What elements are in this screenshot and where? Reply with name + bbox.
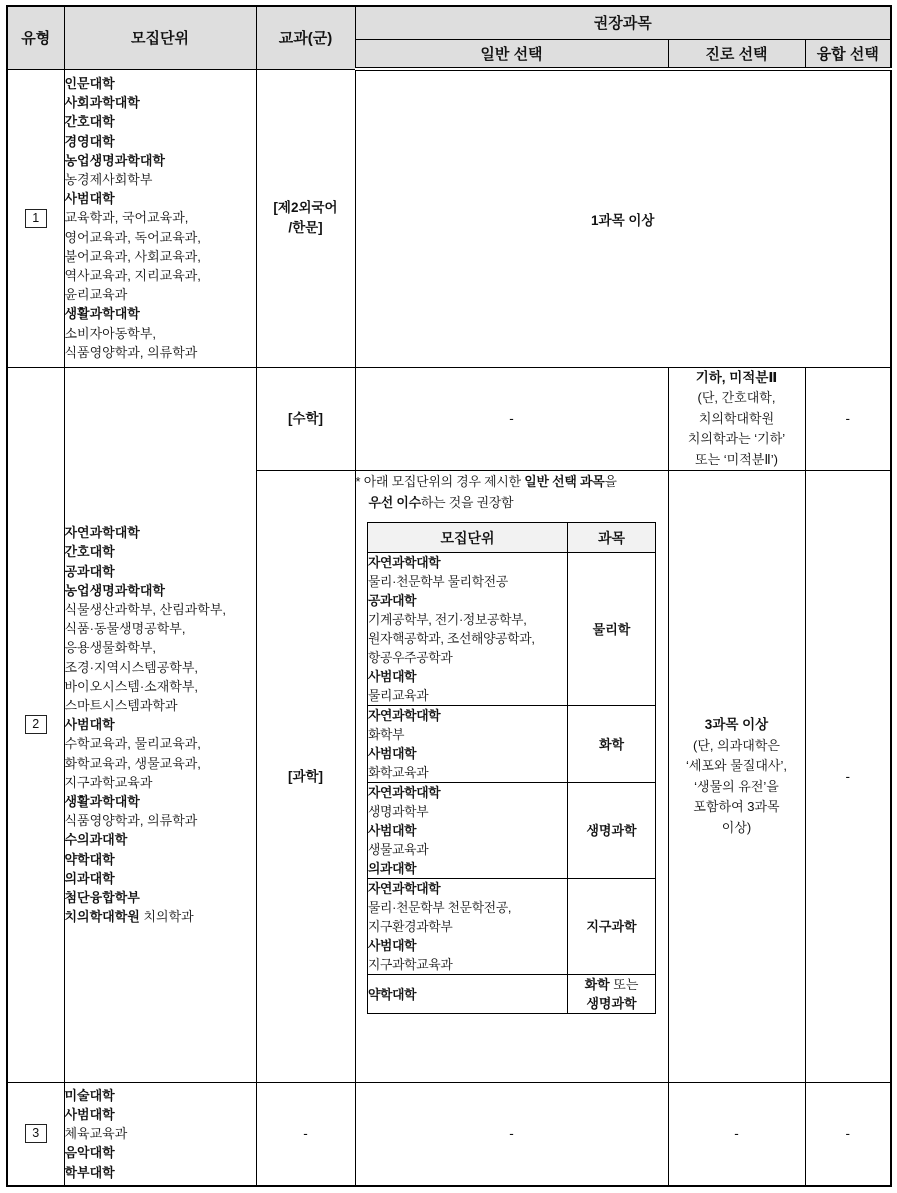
inner-column-header-subject: 과목 [568,523,656,553]
column-header-type: 유형 [7,6,64,69]
row-type3 [7,1083,891,1186]
recommended-subjects-table [6,5,892,1187]
type3-general-cell: - [355,1083,668,1186]
type1-number-box: 1 [25,209,47,228]
inner-header-row [368,523,656,553]
inner-row-biology [368,783,656,879]
inner-unit-cell: 약학대학 [368,975,568,1014]
type3-number-cell [7,1083,64,1186]
type1-recommended-cell: 1과목 이상 [355,69,891,367]
type3-fusion-cell: - [805,1083,891,1186]
type1-subject-group-cell: [제2외국어 /한문] [256,69,355,367]
inner-row-physics [368,553,656,706]
type2-number-cell [7,367,64,1083]
column-header-fusion: 융합 선택 [805,39,891,69]
type2-units-cell: 자연과학대학 간호대학 공과대학 농업생명과학대학 식물생산과학부, 산림과학부, 식품·동물생명공학부, 응용생물화학부, 조경·지역시스템공학부, 바이오시스템·소재학부, 스마트시스템과학과 사범대학 수학교육과, 물리교육과, 화학교육과, 생물교육과, 지구과학교육과 생활과학대학 식품영양학과, 의류학과 수의과대학 약학대학 의과대학 첨단융합학부 치의학대학원 치의학과 [64,367,256,1083]
column-header-recommended: 권장과목 [355,6,891,39]
inner-row-pharmacy [368,975,656,1014]
type1-number-cell [7,69,64,367]
type2-math-subject-group-cell: [수학] [256,367,355,471]
type1-units-cell: 인문대학 사회과학대학 간호대학 경영대학 농업생명과학대학 농경제사회학부 사범대학 교육학과, 국어교육과, 영어교육과, 독어교육과, 불어교육과, 사회교육과, 역사교육과, 지리교육과, 윤리교육과 생활과학대학 소비자아동학부, 식품영양학과, 의류학과 [64,69,256,367]
inner-row-earth-science [368,879,656,975]
inner-unit-cell: 자연과학대학 물리·천문학부 천문학전공, 지구환경과학부 사범대학 지구과학교육과 [368,879,568,975]
column-header-general: 일반 선택 [355,39,668,69]
type2-math-career-cell: 기하, 미적분Ⅱ (단, 간호대학, 치의학대학원 치의학과는 ‘기하’ 또는 ‘미적분Ⅱ’) [668,367,805,471]
type2-science-subject-group-cell: [과학] [256,471,355,1083]
inner-subject-cell: 물리학 [568,553,656,706]
inner-column-header-unit: 모집단위 [368,523,568,553]
inner-unit-cell: 자연과학대학 물리·천문학부 물리학전공 공과대학 기계공학부, 전기·정보공학부, 원자핵공학과, 조선해양공학과, 항공우주공학과 사범대학 물리교육과 [368,553,568,706]
type2-science-general-cell [355,471,668,1083]
type2-science-career-cell: 3과목 이상 (단, 의과대학은 ‘세포와 물질대사’, ‘생물의 유전’을 포함하여 3과목 이상) [668,471,805,1083]
inner-subject-cell: 생명과학 [568,783,656,879]
inner-subject-cell: 지구과학 [568,879,656,975]
type3-career-cell: - [668,1083,805,1186]
type3-units-cell: 미술대학 사범대학 체육교육과 음악대학 학부대학 [64,1083,256,1186]
inner-unit-cell: 자연과학대학 생명과학부 사범대학 생물교육과 의과대학 [368,783,568,879]
type3-subject-group-cell: - [256,1083,355,1186]
priority-note: * 아래 모집단위의 경우 제시한 일반 선택 과목을 우선 이수하는 것을 권장함 [355,474,617,510]
type2-number-box: 2 [25,715,47,734]
column-header-subject-group: 교과(군) [256,6,355,69]
type2-math-general-cell: - [355,367,668,471]
inner-row-chemistry [368,706,656,783]
science-subjects-inner-table [367,522,656,1014]
inner-unit-cell: 자연과학대학 화학부 사범대학 화학교육과 [368,706,568,783]
column-header-unit: 모집단위 [64,6,256,69]
row-type2-math [7,367,891,471]
row-type1 [7,69,891,367]
header-row-top [7,6,891,39]
column-header-career: 진로 선택 [668,39,805,69]
type3-number-box: 3 [25,1124,47,1143]
inner-subject-cell: 화학 [568,706,656,783]
type2-science-fusion-cell: - [805,471,891,1083]
type2-math-fusion-cell: - [805,367,891,471]
inner-subject-cell: 화학 또는 생명과학 [568,975,656,1014]
